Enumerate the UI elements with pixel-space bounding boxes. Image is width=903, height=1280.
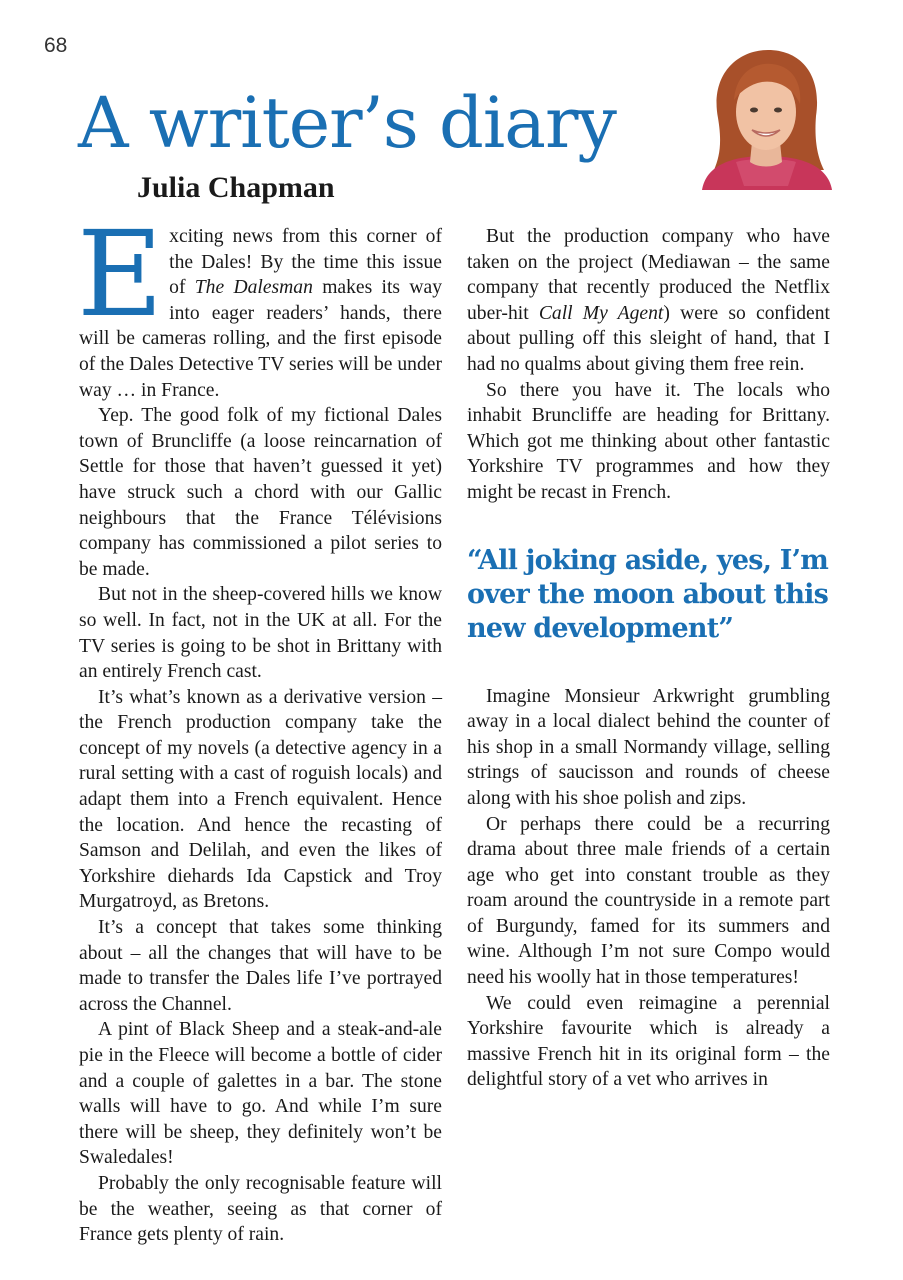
paragraph-11: Or perhaps there could be a recurring drama about three male friends of a certain age who get into constant trouble as they roam around the countryside in a remote part of Burgundy, famed for its summers and wine. Although I’m not sure Compo would need his woolly hat in those temperatures! (467, 813, 830, 989)
author-byline: Julia Chapman (137, 171, 335, 204)
author-photo (696, 46, 836, 190)
magazine-name: The Dalesman (194, 277, 313, 299)
paragraph-4: It’s what’s known as a derivative version – the French production company take the concept of my novels (a detective agency in a rural setting with a cast of roguish locals) and adapt them into a French equivalent. Hence the location. And hence the recasting of Samson and Delilah, and even the likes of Yorkshire diehards Ida Capstick and Troy Murgatroyd, as Bretons. (79, 686, 442, 913)
paragraph-5: It’s a concept that takes some thinking about – all the changes that will have to be made to transfer the Dales life I’ve portrayed across the Channel. (79, 917, 442, 1015)
paragraph-8: But the production company who have taken on the project (Mediawan – the same company that recently produced the Netflix uber-hit Call My Agent) were so confident about pulling off this sleight of hand, that I had no qualms about giving them free rein. (467, 226, 830, 375)
pull-quote: “All joking aside, yes, I’m over the moon about this new development” (467, 544, 829, 644)
paragraph-2: Yep. The good folk of my fictional Dales town of Bruncliffe (a loose reincarnation of Settle for those that haven’t guessed it yet) have struck such a chord with our Gallic neighbours that the France Télévisions company has commissioned a pilot series to be made. (79, 405, 442, 580)
show-title: Call My Agent (538, 302, 664, 324)
paragraph-1: Exciting news from this corner of the Dales! By the time this issue of The Dalesman makes its way into eager readers’ hands, there will be cameras rolling, and the first episode of the Dales Detective TV series will be under way … in France. (77, 205, 442, 401)
article-column-left (77, 205, 442, 1246)
article-title: A writer’s diary (78, 82, 616, 164)
page-number: 68 (44, 34, 68, 57)
article-column-right (467, 224, 830, 1199)
paragraph-3: But not in the sheep-covered hills we know so well. In fact, not in the UK at all. For the TV series is going to be shot in Brittany with an entirely French cast. (79, 584, 442, 683)
paragraph-7: Probably the only recognisable feature will be the weather, seeing as that corner of France gets plenty of rain. (79, 1172, 442, 1246)
drop-cap: E (77, 205, 164, 343)
paragraph-12: We could even reimagine a perennial Yorkshire favourite which is already a massive French hit in its original form – the delightful story of a vet who arrives in (467, 992, 830, 1091)
paragraph-6: A pint of Black Sheep and a steak-and-ale pie in the Fleece will become a bottle of cider and a couple of galettes in a bar. The stone walls will have to go. And while I’m sure there will be sheep, they definitely won’t be Swaledales! (79, 1019, 442, 1169)
paragraph-10: Imagine Monsieur Arkwright grumbling away in a local dialect behind the counter of his shop in a small Normandy village, selling strings of saucisson and rounds of cheese along with his shoe polish and zips. (467, 685, 830, 809)
paragraph-9: So there you have it. The locals who inhabit Bruncliffe are heading for Brittany. Which got me thinking about other fantastic Yorkshire TV programmes and how they might be recast in French. (467, 379, 830, 503)
